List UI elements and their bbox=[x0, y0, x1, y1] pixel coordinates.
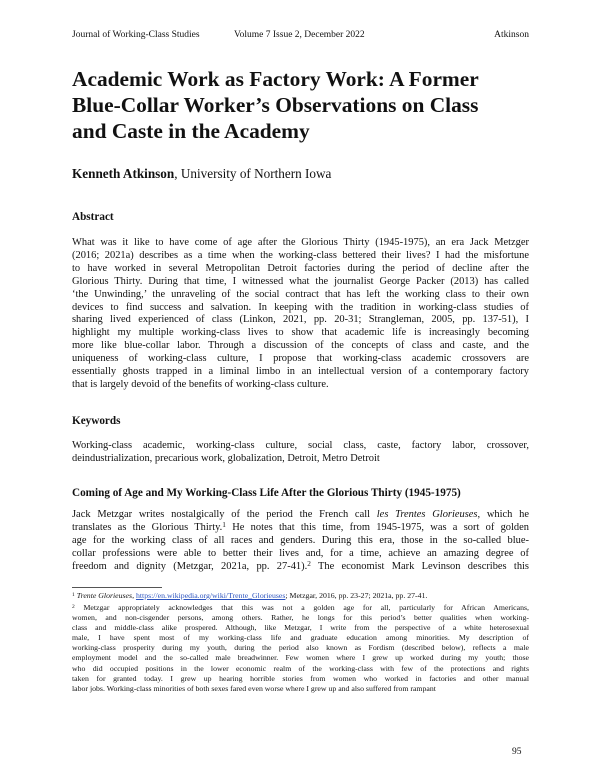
text-line: essentially ghosts trapped in a liminal limbo in an intellectual version of a contemporary factory bbox=[72, 366, 529, 378]
text-line: highlight my multiple working-class lives to show that academic life is increasingly becoming bbox=[72, 327, 529, 339]
text-run: , bbox=[132, 591, 136, 600]
text-run: ; Metzgar, 2016, pp. 23-27; 2021a, pp. 27-41. bbox=[285, 591, 428, 600]
text-run: He notes that this time, from 1945-1975, was a sort of golden bbox=[225, 521, 529, 533]
page-number: 95 bbox=[512, 747, 522, 757]
title-line-3: and Caste in the Academy bbox=[72, 119, 310, 143]
footnote-number: 2 bbox=[72, 604, 75, 611]
byline bbox=[72, 166, 331, 182]
text-line: Glorious Thirty. During that time, I witnessed what the journalist George Packer (2013) has called bbox=[72, 275, 529, 287]
paper-title bbox=[72, 66, 542, 144]
text-line: sharing lived experienced of class (Linkon, 2021, pp. 20-31; Strangleman, 2005, pp. 137-51), I bbox=[72, 314, 529, 326]
section-line: collar professions were able to better their lives and, for a time, achieve an amazing degree of bbox=[72, 547, 529, 559]
text-line: that is largely devoid of the benefits of working-class culture. bbox=[72, 378, 329, 390]
section-line bbox=[72, 561, 529, 574]
keywords-body bbox=[72, 440, 529, 466]
text-line: class and middle-class alike prospered. Although, like Metzgar, I write from the perspective of a white heterosexual bbox=[72, 623, 529, 633]
section-line bbox=[72, 509, 529, 522]
text-line: ‘the Unwinding,’ the unraveling of the social contract that has left the working class to their own bbox=[72, 288, 529, 300]
text-run: Metzgar appropriately acknowledges that this was not a golden age for all, particularly for African Americans, bbox=[83, 603, 529, 612]
text-line: deindustrialization, precarious work, globalization, Detroit, Metro Detroit bbox=[72, 452, 380, 464]
footnote-line bbox=[72, 591, 529, 601]
running-author: Atkinson bbox=[494, 30, 529, 40]
text-run: freedom and dignity (Metzgar, 2021a, pp. 27-41). bbox=[72, 560, 308, 572]
text-line: to have worked in several Metropolitan Detroit factories during the period of decline after the bbox=[72, 262, 529, 274]
section-line: age for the working class of all races and genders. During this era, those in the so-called blue- bbox=[72, 534, 529, 546]
text-line: devices to find success and salvation. In keeping with the tradition in working-class studies of bbox=[72, 301, 529, 313]
footnote-number: 1 bbox=[72, 592, 75, 599]
text-line: Working-class academic, working-class culture, social class, caste, factory labor, crossover, bbox=[72, 440, 529, 451]
text-line bbox=[72, 603, 529, 613]
section-heading: Coming of Age and My Working-Class Life After the Glorious Thirty (1945-1975) bbox=[72, 487, 461, 499]
keywords-heading: Keywords bbox=[72, 415, 121, 427]
author-affiliation: , University of Northern Iowa bbox=[174, 166, 332, 181]
text-line: uniqueness of working-class culture, I propose that working-class academic crossovers are bbox=[72, 353, 529, 365]
footnote-ref-1[interactable]: 1 bbox=[222, 520, 226, 530]
footnote-divider bbox=[72, 587, 162, 588]
text-line: working-class prosperity during my youth, during the period also known as Fordism (described below), reflects a male bbox=[72, 643, 529, 653]
text-line: male, I have spent most of my working-class life and graduate education among minorities. My description of bbox=[72, 633, 529, 643]
text-line: taken for granted today. I grew up hearing horrible stories from women who worked in factories and other manual bbox=[72, 673, 529, 683]
text-run: , which he bbox=[477, 509, 530, 520]
italic-term: les Trentes Glorieuses bbox=[376, 509, 478, 520]
text-line: more like blue-collar labor. Through a discussion of the concepts of class and caste, and the bbox=[72, 340, 529, 352]
text-line: (2016; 2021a) describes as a time when the working-class bettered their lives? I had the misfortune bbox=[72, 249, 529, 261]
text-run: translates as the Glorious Thirty. bbox=[72, 521, 223, 533]
author-name: Kenneth Atkinson bbox=[72, 166, 175, 181]
title-line-1: Academic Work as Factory Work: A Former bbox=[72, 67, 479, 91]
title-line-2: Blue-Collar Worker’s Observations on Class bbox=[72, 93, 479, 117]
wikipedia-link[interactable]: https://en.wikipedia.org/wiki/Trente_Glorieuses bbox=[135, 591, 286, 600]
text-run: The economist Mark Levinson describes this bbox=[310, 560, 529, 572]
footnote-2 bbox=[72, 603, 529, 694]
issue-info: Volume 7 Issue 2, December 2022 bbox=[234, 30, 365, 40]
text-line: What was it like to have come of age after the Glorious Thirty (1945-1975), an era Jack Metzger bbox=[72, 237, 529, 248]
abstract-body bbox=[72, 237, 529, 392]
section-line bbox=[72, 522, 529, 535]
text-line: employment model and the so-called male breadwinner. Few women where I grew up worked during my youth; those bbox=[72, 653, 529, 663]
text-line: who did occupied positions in the lower economic realm of the working-class with few of the protections and rights bbox=[72, 663, 529, 673]
footnote-ref-2[interactable]: 2 bbox=[307, 559, 311, 569]
italic-term: Trente Glorieuses bbox=[76, 591, 133, 600]
text-line: labor jobs. Working-class minorities of both sexes fared even worse where I grew up and also suffered from rampant bbox=[72, 683, 436, 693]
journal-name: Journal of Working-Class Studies bbox=[72, 30, 200, 40]
abstract-heading: Abstract bbox=[72, 211, 114, 223]
section-paragraph bbox=[72, 509, 529, 574]
text-line: women, and non-cisgender persons, among others. Rather, he longs for this period’s better qualities when working- bbox=[72, 613, 529, 623]
footnote-1 bbox=[72, 591, 529, 601]
text-run: Jack Metzgar writes nostalgically of the period the French call bbox=[72, 509, 377, 520]
